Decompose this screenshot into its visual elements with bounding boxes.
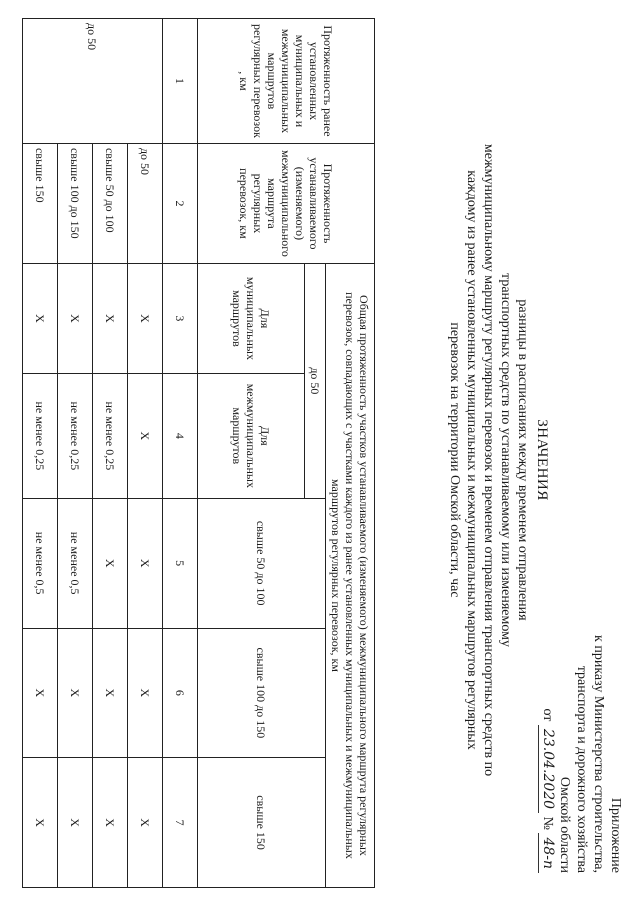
number-label: №	[540, 816, 555, 830]
title-heading: ЗНАЧЕНИЯ	[534, 419, 550, 501]
table-row	[93, 19, 128, 888]
title-line-3: межмуниципальному маршруту регулярных перевозок и временем отправления транспортных средств по	[481, 143, 496, 777]
column-number: 5	[163, 498, 198, 628]
table-cell: не менее 0,5	[23, 498, 58, 628]
header-overlap-group: Общая протяженность участков устанавливаемого (изменяемого) межмуниципального маршрута регулярных перевозок, совпадающих с участками каждого из ранее установленных муниципальных и межмуниципальных маршрутов регулярных перевозок, км	[326, 263, 375, 887]
column-number: 2	[163, 143, 198, 263]
appendix-ministry-line: транспорта и дорожного хозяйства	[574, 665, 589, 873]
table-cell: X	[93, 498, 128, 628]
title-line-5: перевозок на территории Омской области, час	[447, 322, 462, 598]
table-cell: X	[128, 373, 163, 498]
header-50-100: свыше 50 до 100	[198, 498, 326, 628]
row-length: свыше 150	[23, 143, 58, 263]
header-existing-length: Протяженность ранее установленных муниципальных и межмуниципальных маршрутов регулярных перевозок , км	[198, 19, 375, 144]
header-over-150: свыше 150	[198, 758, 326, 888]
table-cell: X	[93, 263, 128, 373]
table-row	[128, 19, 163, 888]
row-group-label: до 50	[23, 19, 163, 144]
column-number: 3	[163, 263, 198, 373]
title-line-1: разницы в расписаниях между временем отправления	[515, 299, 530, 621]
header-100-150: свыше 100 до 150	[198, 628, 326, 758]
table-cell: X	[58, 758, 93, 888]
title-line-4: каждому из ранее установленных муниципальных и межмуниципальных маршрутов регулярных	[464, 170, 479, 750]
column-number-row	[163, 19, 198, 888]
from-label: от	[540, 708, 555, 722]
table-cell: X	[128, 498, 163, 628]
table-cell: не менее 0,25	[93, 373, 128, 498]
appendix-title: Приложение	[608, 797, 623, 873]
row-length: до 50	[128, 143, 163, 263]
table-cell: не менее 0,25	[23, 373, 58, 498]
order-number: 48-п	[538, 833, 556, 873]
table-row	[58, 19, 93, 888]
table-cell: X	[58, 263, 93, 373]
column-number: 6	[163, 628, 198, 758]
column-number: 1	[163, 19, 198, 144]
row-length: свыше 100 до 150	[58, 143, 93, 263]
table-cell: X	[58, 628, 93, 758]
values-table	[22, 18, 375, 888]
table-cell: X	[93, 758, 128, 888]
header-intermunicipal: Для межмуниципальных маршрутов	[198, 373, 305, 498]
table-cell: не менее 0,25	[58, 373, 93, 498]
table-cell: не менее 0,5	[58, 498, 93, 628]
header-up-to-50: до 50	[305, 263, 326, 498]
column-number: 7	[163, 758, 198, 888]
table-cell: X	[128, 628, 163, 758]
table-cell: X	[128, 263, 163, 373]
table-cell: X	[23, 263, 58, 373]
table-cell: X	[23, 628, 58, 758]
table-row	[23, 19, 58, 888]
table-cell: X	[23, 758, 58, 888]
column-number: 4	[163, 373, 198, 498]
row-length: свыше 50 до 100	[93, 143, 128, 263]
table-cell: X	[93, 628, 128, 758]
order-date: 23.04.2020	[538, 725, 556, 813]
header-new-length: Протяженность устанавливаемого (изменяемого) межмуниципального маршрута регулярных перевозок, км	[198, 143, 375, 263]
header-municipal: Для муниципальных маршрутов	[198, 263, 305, 373]
appendix-block	[538, 573, 624, 873]
table-cell: X	[128, 758, 163, 888]
document-title	[446, 110, 550, 810]
title-line-2: транспортных средств по устанавливаемому или изменяемому	[498, 273, 513, 647]
appendix-region-line: Омской области	[557, 776, 572, 873]
appendix-order-line: к приказу Министерства строительства,	[591, 635, 606, 873]
